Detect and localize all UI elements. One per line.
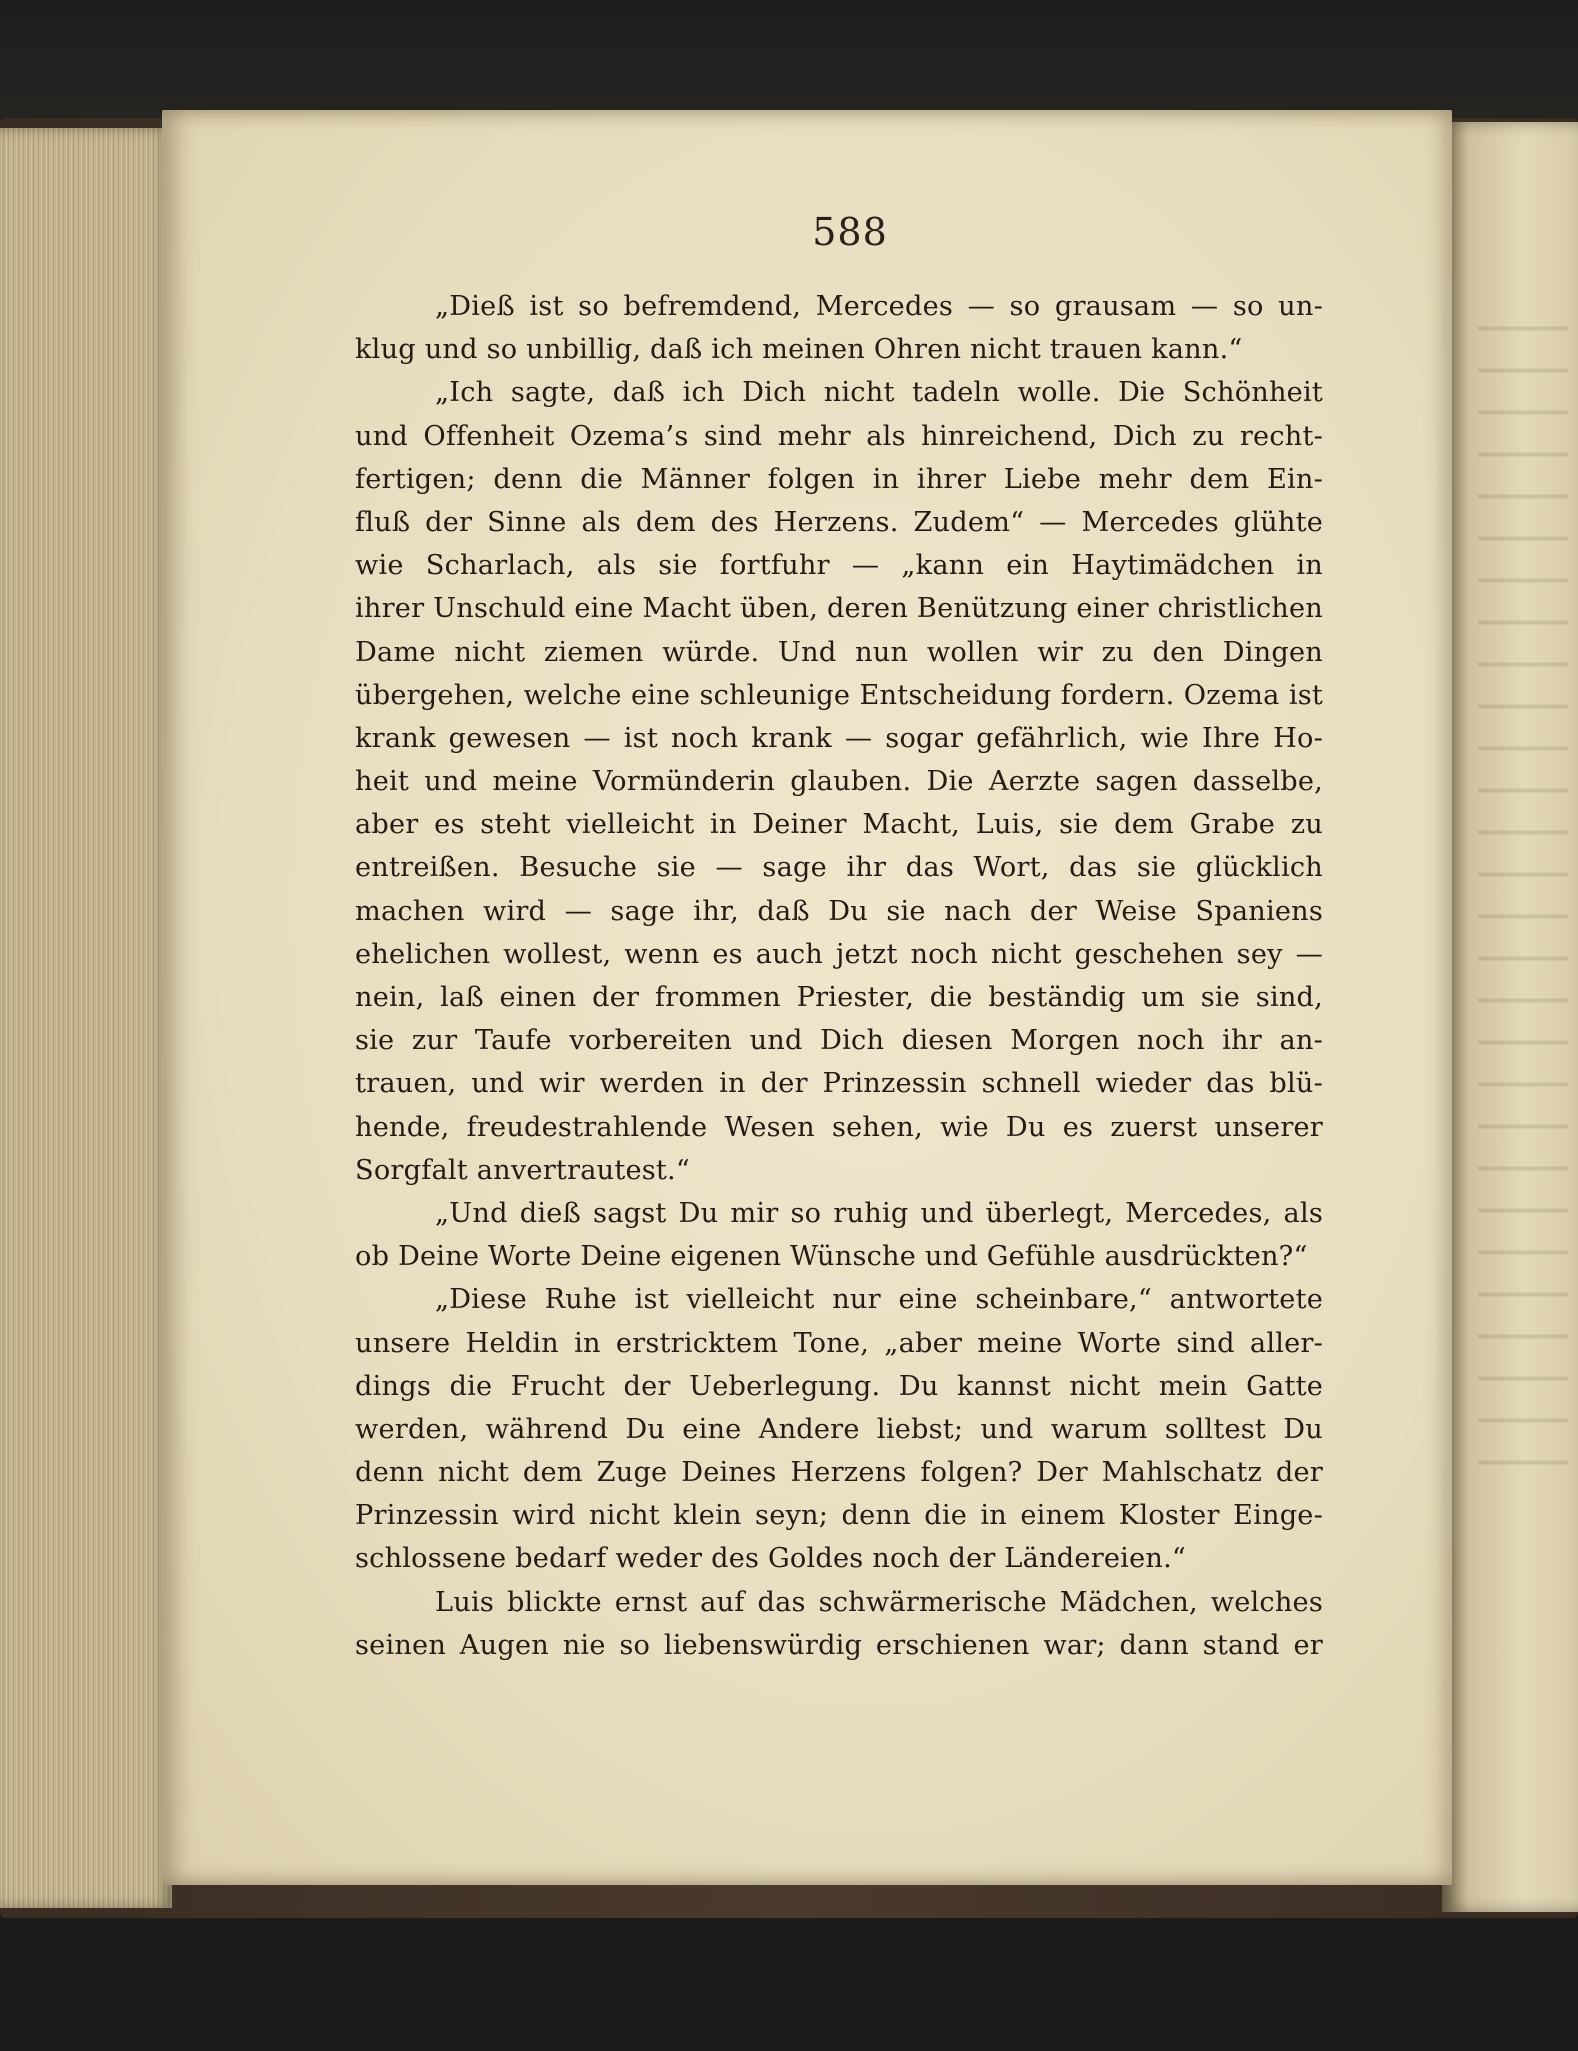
- text-line: Sorgfalt anvertrautest.“: [355, 1154, 690, 1186]
- text-line: übergehen, welche eine schleunige Entscheidung fordern. Ozema ist: [355, 679, 1323, 711]
- text-line: „Und dieß sagst Du mir so ruhig und überlegt, Mercedes, als: [435, 1197, 1323, 1229]
- text-line: entreißen. Besuche sie — sage ihr das Wort, das sie glücklich: [355, 852, 1323, 884]
- text-line: fluß der Sinne als dem des Herzens. Zudem“ — Mercedes glühte: [355, 506, 1323, 538]
- text-line: nein, laß einen der frommen Priester, die beständig um sie sind,: [355, 982, 1323, 1013]
- left-page-edges: [0, 128, 172, 1908]
- text-line: werden, während Du eine Andere liebst; und warum solltest Du: [355, 1413, 1323, 1445]
- page-number: 588: [812, 210, 888, 254]
- text-line: trauen, und wir werden in der Prinzessin schnell wieder das blü-: [355, 1068, 1323, 1100]
- text-line: dings die Frucht der Ueberlegung. Du kannst nicht mein Gatte: [355, 1370, 1323, 1402]
- text-line: und Offenheit Ozema’s sind mehr als hinreichend, Dich zu recht-: [355, 420, 1323, 452]
- text-line: „Ich sagte, daß ich Dich nicht tadeln wolle. Die Schönheit: [435, 377, 1323, 409]
- page-body-text: [355, 285, 1323, 1667]
- text-line: aber es steht vielleicht in Deiner Macht, Luis, sie dem Grabe zu: [355, 809, 1323, 841]
- text-line: wie Scharlach, als sie fortfuhr — „kann ein Haytimädchen in: [355, 550, 1323, 582]
- text-line: ehelichen wollest, wenn es auch jetzt noch nicht geschehen sey —: [355, 938, 1323, 970]
- text-line: sie zur Taufe vorbereiten und Dich diesen Morgen noch ihr an-: [355, 1025, 1323, 1057]
- text-line: unsere Heldin in erstricktem Tone, „aber meine Worte sind aller-: [355, 1327, 1323, 1359]
- text-line: hende, freudestrahlende Wesen sehen, wie Du es zuerst unserer: [355, 1111, 1323, 1143]
- text-line: schlossene bedarf weder des Goldes noch der Ländereien.“: [355, 1543, 1187, 1575]
- text-line: Dame nicht ziemen würde. Und nun wollen wir zu den Dingen: [355, 636, 1323, 668]
- text-line: Luis blickte ernst auf das schwärmerische Mädchen, welches: [435, 1586, 1323, 1618]
- text-line: klug und so unbillig, daß ich meinen Ohren nicht trauen kann.“: [355, 334, 1243, 366]
- text-line: „Diese Ruhe ist vielleicht nur eine scheinbare,“ antwortete: [435, 1284, 1323, 1316]
- text-line: denn nicht dem Zuge Deines Herzens folgen? Der Mahlschatz der: [355, 1457, 1323, 1489]
- text-line: fertigen; denn die Männer folgen in ihrer Liebe mehr dem Ein-: [355, 463, 1323, 495]
- text-line: krank gewesen — ist noch krank — sogar gefährlich, wie Ihre Ho-: [355, 722, 1323, 754]
- text-line: machen wird — sage ihr, daß Du sie nach der Weise Spaniens: [355, 895, 1323, 927]
- text-line: Prinzessin wird nicht klein seyn; denn die in einem Kloster Einge-: [355, 1500, 1323, 1532]
- facing-page-bleed-through: [1478, 300, 1568, 1500]
- text-line: ob Deine Worte Deine eigenen Wünsche und Gefühle ausdrückten?“: [355, 1241, 1308, 1273]
- text-line: ihrer Unschuld eine Macht üben, deren Benützung einer christlichen: [355, 593, 1323, 625]
- text-line: heit und meine Vormünderin glauben. Die Aerzte sagen dasselbe,: [355, 766, 1323, 798]
- text-line: „Dieß ist so befremdend, Mercedes — so grausam — so un-: [435, 291, 1323, 322]
- text-line: seinen Augen nie so liebenswürdig erschienen war; dann stand er: [355, 1629, 1323, 1661]
